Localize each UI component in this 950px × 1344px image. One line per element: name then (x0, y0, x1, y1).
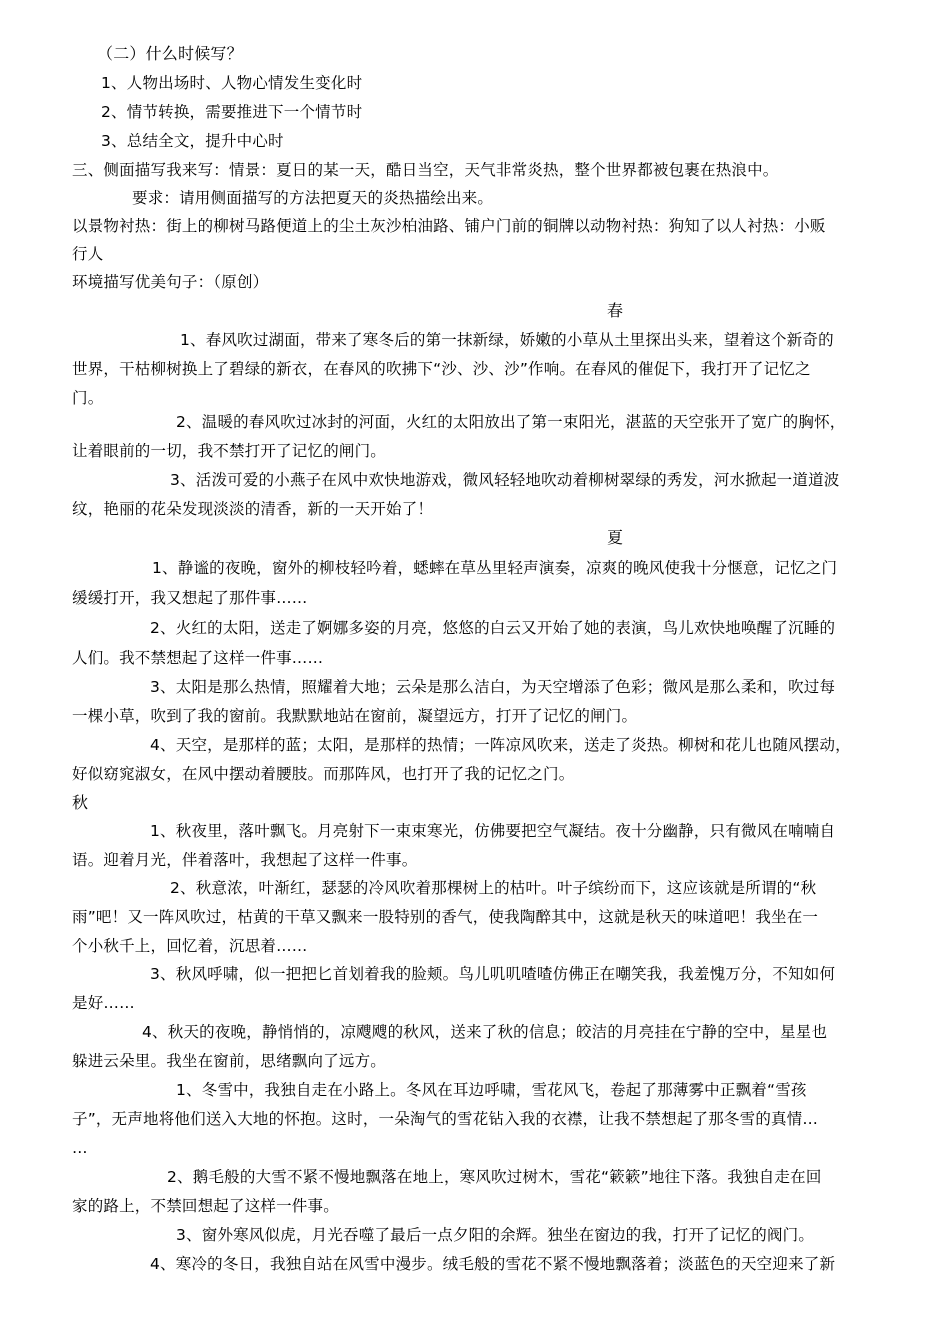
spring-s3-line-2: 纹，艳丽的花朵发现淡淡的清香，新的一天开始了！ (72, 500, 434, 518)
autumn-s4-line-1: 4、秋天的夜晚，静悄悄的，凉飕飕的秋风，送来了秋的信息；皎洁的月亮挂在宁静的空中，星星也 (142, 1023, 828, 1041)
spring-title: 春 (607, 301, 624, 320)
autumn-s3-line-1: 3、秋风呼啸，似一把把匕首划着我的脸颊。鸟儿叽叽喳喳仿佛正在嘲笑我，我羞愧万分，不知如何 (150, 965, 836, 983)
autumn-s1-line-1: 1、秋夜里，落叶飘飞。月亮射下一束束寒光，仿佛要把空气凝结。夜十分幽静，只有微风在喃喃自 (150, 822, 836, 840)
winter-s4-line-1: 4、寒冷的冬日，我独自站在风雪中漫步。绒毛般的雪花不紧不慢地飘落着；淡蓝色的天空迎来了新 (150, 1255, 836, 1273)
summer-s4-line-1: 4、天空，是那样的蓝；太阳，是那样的热情；一阵凉风吹来，送走了炎热。柳树和花儿也随风摆动， (150, 736, 851, 754)
winter-s2-line-2: 家的路上，不禁回想起了这样一件事。 (72, 1197, 339, 1215)
summer-title: 夏 (607, 528, 624, 547)
when-heading: （二）什么时候写？ (97, 44, 243, 63)
autumn-s2-line-2: 雨”吧！又一阵风吹过，枯黄的干草又飘来一股特别的香气，使我陶醉其中，这就是秋天的味道吧！我坐在一 (72, 908, 819, 926)
side-requirement: 要求：请用侧面描写的方法把夏天的炎热描绘出来。 (132, 189, 494, 207)
winter-s3-line-1: 3、窗外寒风似虎，月光吞噬了最后一点夕阳的余辉。独坐在窗边的我，打开了记忆的阀门。 (176, 1226, 815, 1244)
autumn-s2-line-3: 个小秋千上，回忆着，沉思着…… (72, 937, 308, 955)
autumn-title: 秋 (72, 793, 89, 812)
when-item-1: 1、人物出场时、人物心情发生变化时 (101, 74, 363, 92)
side-example-line-2: 行人 (72, 245, 104, 263)
spring-s1-line-1: 1、春风吹过湖面，带来了寒冬后的第一抹新绿，娇嫩的小草从土里探出头来，望着这个新奇的 (180, 331, 834, 349)
autumn-s2-line-1: 2、秋意浓，叶渐红，瑟瑟的冷风吹着那棵树上的枯叶。叶子缤纷而下，这应该就是所谓的“秋 (170, 879, 817, 897)
side-title: 三、侧面描写我来写：情景：夏日的某一天，酷日当空，天气非常炎热，整个世界都被包裹在热浪中。 (72, 161, 779, 179)
spring-s2-line-2: 让着眼前的一切，我不禁打开了记忆的闸门。 (72, 442, 387, 460)
summer-s2-line-2: 人们。我不禁想起了这样一件事…… (72, 649, 324, 667)
autumn-s4-line-2: 躲进云朵里。我坐在窗前，思绪飘向了远方。 (72, 1052, 387, 1070)
winter-s2-line-1: 2、鹅毛般的大雪不紧不慢地飘落在地上，寒风吹过树木，雪花“簌簌”地往下落。我独自走在回 (167, 1168, 822, 1186)
spring-s1-line-2: 世界，干枯柳树换上了碧绿的新衣，在春风的吹拂下“沙、沙、沙”作响。在春风的催促下，我打开了记忆之 (72, 360, 811, 378)
summer-s2-line-1: 2、火红的太阳，送走了婀娜多姿的月亮，悠悠的白云又开始了她的表演，鸟儿欢快地唤醒了沉睡的 (150, 619, 836, 637)
when-item-2: 2、情节转换，需要推进下一个情节时 (101, 103, 363, 121)
summer-s1-line-2: 缓缓打开，我又想起了那件事…… (72, 589, 308, 607)
spring-s3-line-1: 3、活泼可爱的小燕子在风中欢快地游戏，微风轻轻地吹动着柳树翠绿的秀发，河水掀起一道道波 (170, 471, 840, 489)
autumn-s3-line-2: 是好…… (72, 994, 135, 1012)
spring-s1-line-3: 门。 (72, 389, 104, 407)
when-item-3: 3、总结全文，提升中心时 (101, 132, 284, 150)
winter-s1-line-1: 1、冬雪中，我独自走在小路上。冬风在耳边呼啸，雪花风飞，卷起了那薄雾中正飘着“雪孩 (176, 1081, 807, 1099)
summer-s1-line-1: 1、静谧的夜晚，窗外的柳枝轻吟着，蟋蟀在草丛里轻声演奏，凉爽的晚风使我十分惬意，记忆之门 (152, 559, 838, 577)
winter-s1-line-3: … (72, 1139, 88, 1157)
summer-s3-line-1: 3、太阳是那么热情，照耀着大地；云朵是那么洁白，为天空增添了色彩；微风是那么柔和，吹过每 (150, 678, 836, 696)
winter-s1-line-2: 子”，无声地将他们送入大地的怀抱。这时，一朵淘气的雪花钻入我的衣襟，让我不禁想起了那冬雪的真情… (72, 1110, 819, 1128)
summer-s3-line-2: 一棵小草，吹到了我的窗前。我默默地站在窗前，凝望远方，打开了记忆的闸门。 (72, 707, 638, 725)
summer-s4-line-2: 好似窈窕淑女，在风中摆动着腰肢。而那阵风，也打开了我的记忆之门。 (72, 765, 575, 783)
env-heading: 环境描写优美句子：（原创） (72, 273, 269, 291)
autumn-s1-line-2: 语。迎着月光，伴着落叶，我想起了这样一件事。 (72, 851, 418, 869)
spring-s2-line-1: 2、温暖的春风吹过冰封的河面，火红的太阳放出了第一束阳光，湛蓝的天空张开了宽广的胸怀， (176, 413, 846, 431)
side-example-line-1: 以景物衬热：街上的柳树马路便道上的尘土灰沙柏油路、铺户门前的铜牌以动物衬热：狗知了以人衬热：小贩 (72, 217, 826, 235)
